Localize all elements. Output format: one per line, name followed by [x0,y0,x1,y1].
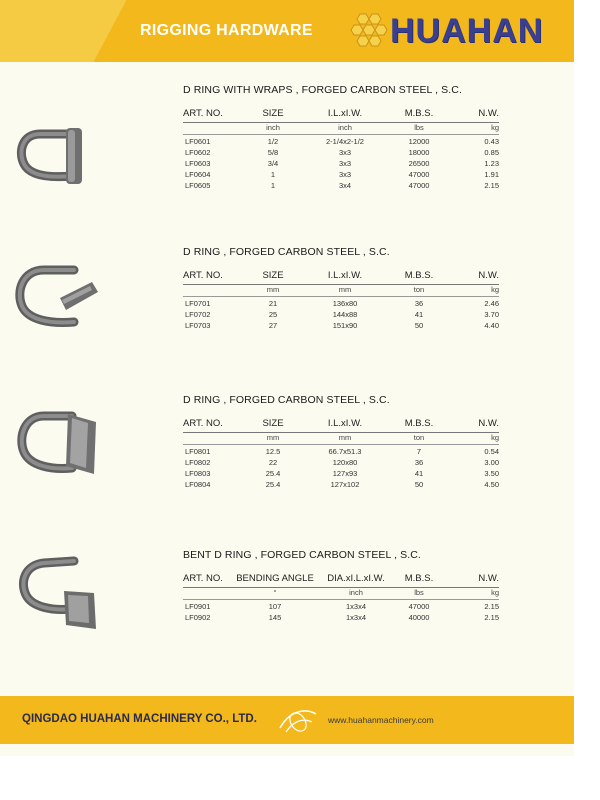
section-title: BENT D RING , FORGED CARBON STEEL , S.C. [183,549,421,561]
cell-nw: 3.50 [484,469,499,478]
page-title: RIGGING HARDWARE [140,22,313,39]
cell-mbs: 26500 [408,159,430,168]
unit-size: mm [266,433,280,442]
col-bending-angle: BENDING ANGLE [236,573,314,584]
website-link[interactable]: www.huahanmachinery.com [328,715,434,725]
col-mbs: M.B.S. [404,270,434,281]
col-art-no: ART. NO. [183,418,223,429]
cell-dimensions: 1x3x4 [345,613,366,622]
cell-nw: 2.15 [484,613,499,622]
cell-size: 1/2 [267,137,279,146]
section-title: D RING , FORGED CARBON STEEL , S.C. [183,246,390,258]
cell-art-no: LF0603 [185,159,211,168]
table-row [183,159,499,170]
col-size: SIZE [262,418,284,429]
cell-dimensions: 66.7x51.3 [328,447,362,456]
swoosh-logo-icon [276,704,320,736]
cell-dimensions: 120x80 [332,458,358,467]
cell-nw: 4.50 [484,480,499,489]
table-header [183,418,499,433]
table-units [183,285,499,297]
cell-art-no: LF0601 [185,137,211,146]
cell-art-no: LF0701 [185,299,211,308]
section-title: D RING , FORGED CARBON STEEL , S.C. [183,394,390,406]
table-row [183,480,499,491]
col-size: SIZE [262,108,284,119]
spec-table [183,108,499,192]
col-mbs: M.B.S. [404,573,434,584]
col-dimensions: I.L.xI.W. [327,270,363,281]
cell-dimensions: 3x3 [338,148,352,157]
cell-dimensions: 3x3 [338,170,352,179]
cell-dimensions: 127x102 [330,480,360,489]
cell-mbs: 12000 [408,137,430,146]
unit-nw: kg [491,123,499,132]
cell-dimensions: 144x88 [332,310,358,319]
cell-size: 1 [270,170,276,179]
cell-mbs: 7 [416,447,422,456]
cell-art-no: LF0801 [185,447,211,456]
table-row [183,170,499,181]
col-dimensions: I.L.xI.W. [327,108,363,119]
cell-mbs: 36 [414,458,424,467]
cell-size: 27 [268,321,278,330]
table-row [183,299,499,310]
col-size: SIZE [262,270,284,281]
col-art-no: ART. NO. [183,270,223,281]
unit-mbs: ton [413,433,425,442]
col-mbs: M.B.S. [404,418,434,429]
cell-art-no: LF0602 [185,148,211,157]
col-nw: N.W. [478,270,499,281]
col-nw: N.W. [478,108,499,119]
col-nw: N.W. [478,418,499,429]
section-title: D RING WITH WRAPS , FORGED CARBON STEEL , S.C. [183,84,462,96]
cell-art-no: LF0901 [185,602,211,611]
cell-nw: 1.23 [484,159,499,168]
cell-mbs: 50 [414,480,424,489]
cell-nw: 3.70 [484,310,499,319]
cell-nw: 3.00 [484,458,499,467]
cell-mbs: 18000 [408,148,430,157]
table-units [183,433,499,445]
table-units [183,588,499,600]
cell-nw: 0.54 [484,447,499,456]
cell-dimensions: 1x3x4 [345,602,366,611]
cell-mbs: 40000 [408,613,430,622]
cell-mbs: 47000 [408,170,430,179]
company-name: QINGDAO HUAHAN MACHINERY CO., LTD. [22,713,257,725]
brand-logo [350,10,560,54]
unit-size: mm [266,285,280,294]
table-header [183,108,499,123]
cell-mbs: 41 [414,310,424,319]
cell-nw: 2.15 [484,181,499,190]
cell-nw: 1.91 [484,170,499,179]
cell-mbs: 47000 [408,181,430,190]
cell-dimensions: 3x3 [338,159,352,168]
cell-mbs: 36 [414,299,424,308]
cell-nw: 4.40 [484,321,499,330]
unit-nw: kg [491,285,499,294]
col-mbs: M.B.S. [404,108,434,119]
page-header [0,0,574,62]
cell-size: 12.5 [265,447,281,456]
brand-name: HUAHAN [390,12,544,50]
cell-art-no: LF0605 [185,181,211,190]
d-ring-image [10,258,110,338]
unit-nw: kg [491,588,499,597]
header-stripe [0,0,126,62]
table-row [183,447,499,458]
unit-size: inch [266,123,280,132]
cell-dimensions: 151x90 [332,321,358,330]
bent-d-ring-image [10,551,110,631]
cell-mbs: 41 [414,469,424,478]
table-row [183,469,499,480]
col-nw: N.W. [478,573,499,584]
spec-table [183,573,499,624]
unit-mbs: lbs [414,123,424,132]
cell-nw: 2.15 [484,602,499,611]
col-art-no: ART. NO. [183,573,223,584]
cell-bending-angle: 145 [268,613,282,622]
cell-size: 3/4 [267,159,279,168]
table-row [183,148,499,159]
cell-size: 21 [268,299,278,308]
cell-dimensions: 136x80 [332,299,358,308]
table-header [183,270,499,285]
cell-dimensions: 2-1/4x2-1/2 [326,137,364,146]
cell-size: 25.4 [265,469,281,478]
table-header [183,573,499,588]
cell-art-no: LF0803 [185,469,211,478]
honeycomb-icon [350,10,390,54]
table-row [183,458,499,469]
unit-dimensions: inch [349,588,363,597]
table-row [183,321,499,332]
cell-size: 25.4 [265,480,281,489]
cell-art-no: LF0902 [185,613,211,622]
cell-nw: 2.46 [484,299,499,308]
cell-size: 25 [268,310,278,319]
unit-mbs: ton [413,285,425,294]
cell-art-no: LF0802 [185,458,211,467]
col-dimensions: DIA.xI.L.xI.W. [327,573,385,584]
table-row [183,602,499,613]
spec-table [183,418,499,491]
table-row [183,613,499,624]
table-row [183,137,499,148]
cell-size: 22 [268,458,278,467]
cell-size: 5/8 [267,148,279,157]
table-row [183,310,499,321]
spec-table [183,270,499,332]
cell-bending-angle: 107 [268,602,282,611]
cell-nw: 0.43 [484,137,499,146]
table-row [183,181,499,192]
unit-mbs: lbs [414,588,424,597]
d-ring-image [10,404,110,484]
cell-nw: 0.85 [484,148,499,157]
unit-angle: ° [273,588,277,597]
cell-size: 1 [270,181,276,190]
page-footer [0,696,574,744]
table-units [183,123,499,135]
col-dimensions: I.L.xI.W. [327,418,363,429]
cell-mbs: 47000 [408,602,430,611]
col-art-no: ART. NO. [183,108,223,119]
d-ring-with-wraps-image [10,114,110,194]
cell-mbs: 50 [414,321,424,330]
unit-dimensions: inch [338,123,352,132]
unit-dimensions: mm [338,433,352,442]
cell-art-no: LF0604 [185,170,211,179]
unit-nw: kg [491,433,499,442]
unit-dimensions: mm [338,285,352,294]
cell-art-no: LF0804 [185,480,211,489]
cell-art-no: LF0702 [185,310,211,319]
cell-dimensions: 127x93 [332,469,358,478]
cell-dimensions: 3x4 [338,181,352,190]
cell-art-no: LF0703 [185,321,211,330]
